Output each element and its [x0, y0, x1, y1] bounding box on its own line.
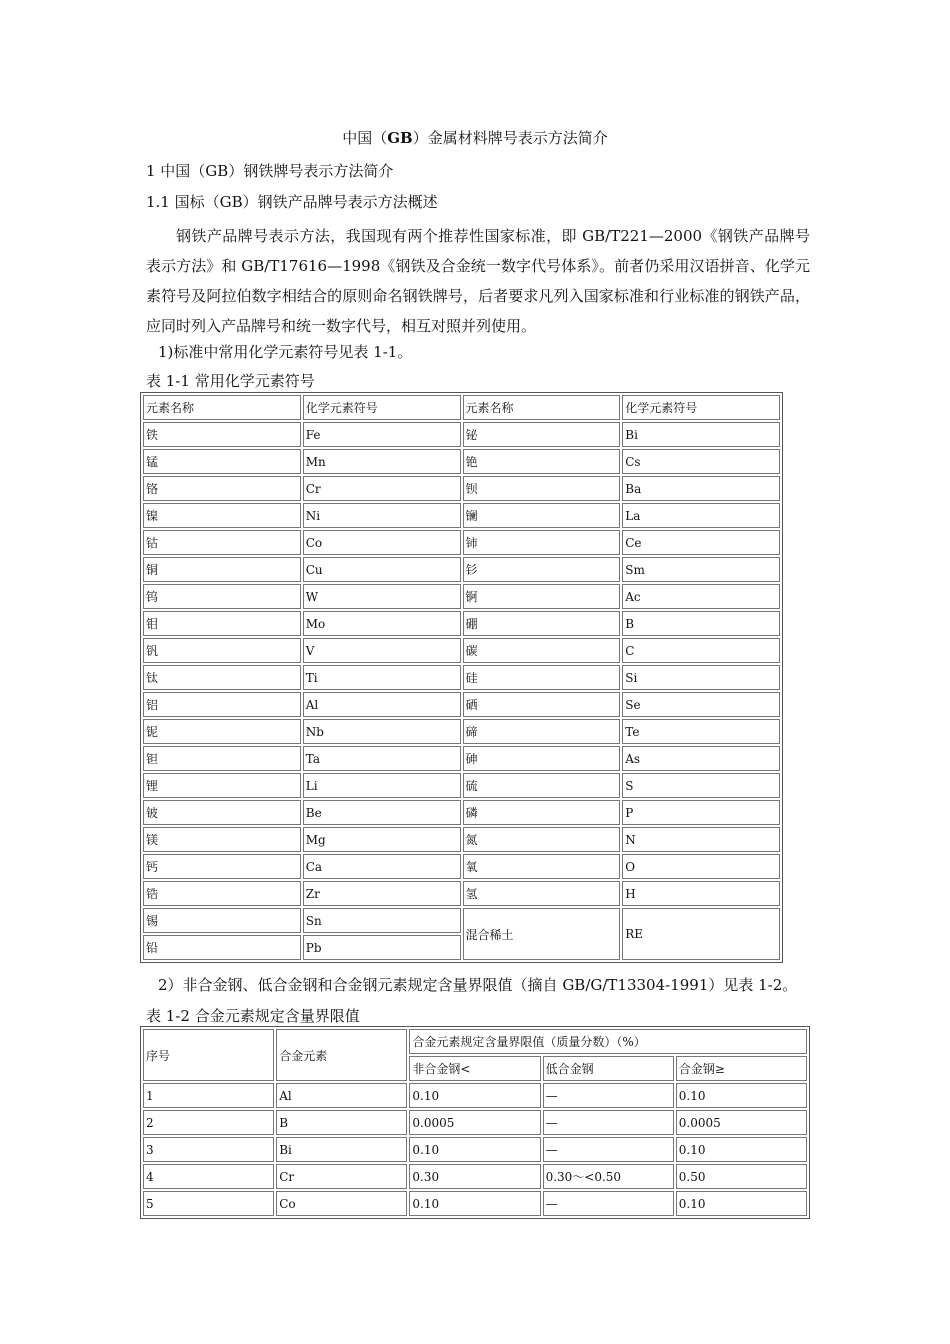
table-cell: 硒	[463, 692, 621, 717]
table-cell: W	[303, 584, 461, 609]
table-cell: 铅	[143, 935, 301, 960]
table-cell: Cs	[622, 449, 780, 474]
table-cell: 锆	[143, 881, 301, 906]
header-cell: 化学元素符号	[622, 395, 780, 420]
table-cell: 锕	[463, 584, 621, 609]
table-cell: 0.10	[409, 1137, 540, 1162]
table-cell: 0.50	[676, 1164, 807, 1189]
table-cell: —	[543, 1083, 674, 1108]
table-cell: Bi	[622, 422, 780, 447]
table-cell: 钴	[143, 530, 301, 555]
table-cell: 锡	[143, 908, 301, 933]
table-row	[143, 1137, 807, 1162]
table-cell: Se	[622, 692, 780, 717]
table-row	[143, 692, 780, 717]
table-cell: Sn	[303, 908, 461, 933]
table-row	[143, 638, 780, 663]
subheader-cell: 非合金钢<	[409, 1056, 540, 1081]
table-row	[143, 908, 780, 933]
table-row	[143, 503, 780, 528]
section-1-1-heading: 1.1 国标（GB）钢铁产品牌号表示方法概述	[146, 193, 438, 211]
table-cell: Ce	[622, 530, 780, 555]
table-cell: Nb	[303, 719, 461, 744]
table-cell: 硫	[463, 773, 621, 798]
table-cell: Zr	[303, 881, 461, 906]
table-cell: Al	[303, 692, 461, 717]
table-row	[143, 557, 780, 582]
table-cell: As	[622, 746, 780, 771]
table-cell: 混合稀土	[463, 908, 621, 960]
table-cell: 钽	[143, 746, 301, 771]
table-cell: Te	[622, 719, 780, 744]
alloy-content-limit-table	[140, 1026, 810, 1219]
table-cell: O	[622, 854, 780, 879]
table-cell: 氮	[463, 827, 621, 852]
table-cell: 碲	[463, 719, 621, 744]
table-cell: 铝	[143, 692, 301, 717]
table-cell: —	[543, 1137, 674, 1162]
table-cell: 钼	[143, 611, 301, 636]
table-row	[143, 665, 780, 690]
table-cell: Cu	[303, 557, 461, 582]
table-row	[143, 773, 780, 798]
table-cell: Al	[276, 1083, 407, 1108]
table-cell: Pb	[303, 935, 461, 960]
table-cell: 3	[143, 1137, 274, 1162]
table-cell: 钡	[463, 476, 621, 501]
element-symbol-table	[140, 392, 783, 963]
table-cell: Ac	[622, 584, 780, 609]
header-cell: 化学元素符号	[303, 395, 461, 420]
table-cell: 镧	[463, 503, 621, 528]
table-cell: 铁	[143, 422, 301, 447]
table-row	[143, 827, 780, 852]
table-cell: 镁	[143, 827, 301, 852]
table-cell: 硅	[463, 665, 621, 690]
table-cell: 钨	[143, 584, 301, 609]
table-cell: Fe	[303, 422, 461, 447]
table-cell: Cr	[303, 476, 461, 501]
table-cell: —	[543, 1110, 674, 1135]
table-row	[143, 584, 780, 609]
table-cell: 铜	[143, 557, 301, 582]
table-row	[143, 1083, 807, 1108]
table-cell: 铍	[143, 800, 301, 825]
table-cell: V	[303, 638, 461, 663]
table-cell: 碳	[463, 638, 621, 663]
table-row	[143, 449, 780, 474]
subheader-cell: 低合金钢	[543, 1056, 674, 1081]
table-header-row	[143, 395, 780, 420]
table-cell: 铌	[143, 719, 301, 744]
table-cell: 铈	[463, 530, 621, 555]
section-1-heading: 1 中国（GB）钢铁牌号表示方法简介	[146, 162, 394, 180]
table-cell: 硼	[463, 611, 621, 636]
table-cell: 钛	[143, 665, 301, 690]
table-1-caption: 表 1-1 常用化学元素符号	[146, 372, 315, 390]
table-cell: Mn	[303, 449, 461, 474]
table-cell: Ca	[303, 854, 461, 879]
header-cell-group: 合金元素规定含量界限值（质量分数）（%）	[409, 1029, 807, 1054]
table-cell: 0.10	[409, 1083, 540, 1108]
table-row	[143, 1110, 807, 1135]
table-cell: 0.30～<0.50	[543, 1164, 674, 1189]
table-row	[143, 1164, 807, 1189]
table-cell: 锰	[143, 449, 301, 474]
table-cell: 0.0005	[676, 1110, 807, 1135]
table-cell: Ni	[303, 503, 461, 528]
table-row	[143, 530, 780, 555]
table-cell: 铬	[143, 476, 301, 501]
table-cell: 4	[143, 1164, 274, 1189]
table-cell: H	[622, 881, 780, 906]
item-2-text: 2）非合金钢、低合金钢和合金钢元素规定含量界限值（摘自 GB/G/T13304-1991）见表 1-2。	[158, 976, 798, 994]
table-cell: 铯	[463, 449, 621, 474]
intro-paragraph: 钢铁产品牌号表示方法，我国现有两个推荐性国家标准，即 GB/T221—2000《钢铁产品牌号表示方法》和 GB/T17616—1998《钢铁及合金统一数字代号体系》。前者仍采用汉语拼音、化学元素符号及阿拉伯数字相结合的原则命名钢铁牌号，后者要求凡列入国家标准和行业标准的钢铁产品，应同时列入产品牌号和统一数字代号，相互对照并列使用。	[146, 227, 810, 335]
table-cell: Bi	[276, 1137, 407, 1162]
table-cell: Cr	[276, 1164, 407, 1189]
table-cell: Mg	[303, 827, 461, 852]
table-cell: 0.10	[676, 1083, 807, 1108]
table-cell: 0.0005	[409, 1110, 540, 1135]
table-row	[143, 746, 780, 771]
table-cell: S	[622, 773, 780, 798]
table-row	[143, 854, 780, 879]
table-cell: Ta	[303, 746, 461, 771]
table-cell: 钐	[463, 557, 621, 582]
table-row	[143, 800, 780, 825]
table-cell: P	[622, 800, 780, 825]
table-cell: B	[622, 611, 780, 636]
table-cell: 磷	[463, 800, 621, 825]
table-2-caption: 表 1-2 合金元素规定含量界限值	[146, 1007, 360, 1025]
table-cell: Li	[303, 773, 461, 798]
table-cell: RE	[622, 908, 780, 960]
table-cell: 锂	[143, 773, 301, 798]
table-row	[143, 881, 780, 906]
table-cell: 钙	[143, 854, 301, 879]
table-row	[143, 1191, 807, 1216]
item-1-text: 1)标准中常用化学元素符号见表 1-1。	[158, 343, 413, 361]
table-cell: La	[622, 503, 780, 528]
table-cell: 2	[143, 1110, 274, 1135]
table-row	[143, 611, 780, 636]
table-cell: C	[622, 638, 780, 663]
table-cell: 0.10	[409, 1191, 540, 1216]
header-cell: 元素名称	[143, 395, 301, 420]
table-cell: Co	[276, 1191, 407, 1216]
header-cell: 元素名称	[463, 395, 621, 420]
table-cell: 1	[143, 1083, 274, 1108]
table-cell: Ba	[622, 476, 780, 501]
subheader-cell: 合金钢≥	[676, 1056, 807, 1081]
table-cell: 砷	[463, 746, 621, 771]
table-cell: Mo	[303, 611, 461, 636]
table-cell: B	[276, 1110, 407, 1135]
table-cell: 氧	[463, 854, 621, 879]
table-cell: 钒	[143, 638, 301, 663]
document-title: 中国（GB）金属材料牌号表示方法简介	[342, 129, 608, 147]
table-cell: Sm	[622, 557, 780, 582]
table-row	[143, 422, 780, 447]
table-cell: 0.10	[676, 1137, 807, 1162]
table-cell: Si	[622, 665, 780, 690]
table-row	[143, 719, 780, 744]
table-cell: 氢	[463, 881, 621, 906]
table-header-row	[143, 1029, 807, 1054]
table-cell: 铋	[463, 422, 621, 447]
table-cell: Co	[303, 530, 461, 555]
header-cell-no: 序号	[143, 1029, 274, 1081]
table-cell: 5	[143, 1191, 274, 1216]
table-cell: 镍	[143, 503, 301, 528]
table-cell: 0.30	[409, 1164, 540, 1189]
table-cell: 0.10	[676, 1191, 807, 1216]
table-cell: Ti	[303, 665, 461, 690]
table-cell: Be	[303, 800, 461, 825]
table-cell: —	[543, 1191, 674, 1216]
header-cell-element: 合金元素	[276, 1029, 407, 1081]
table-cell: N	[622, 827, 780, 852]
table-row	[143, 476, 780, 501]
